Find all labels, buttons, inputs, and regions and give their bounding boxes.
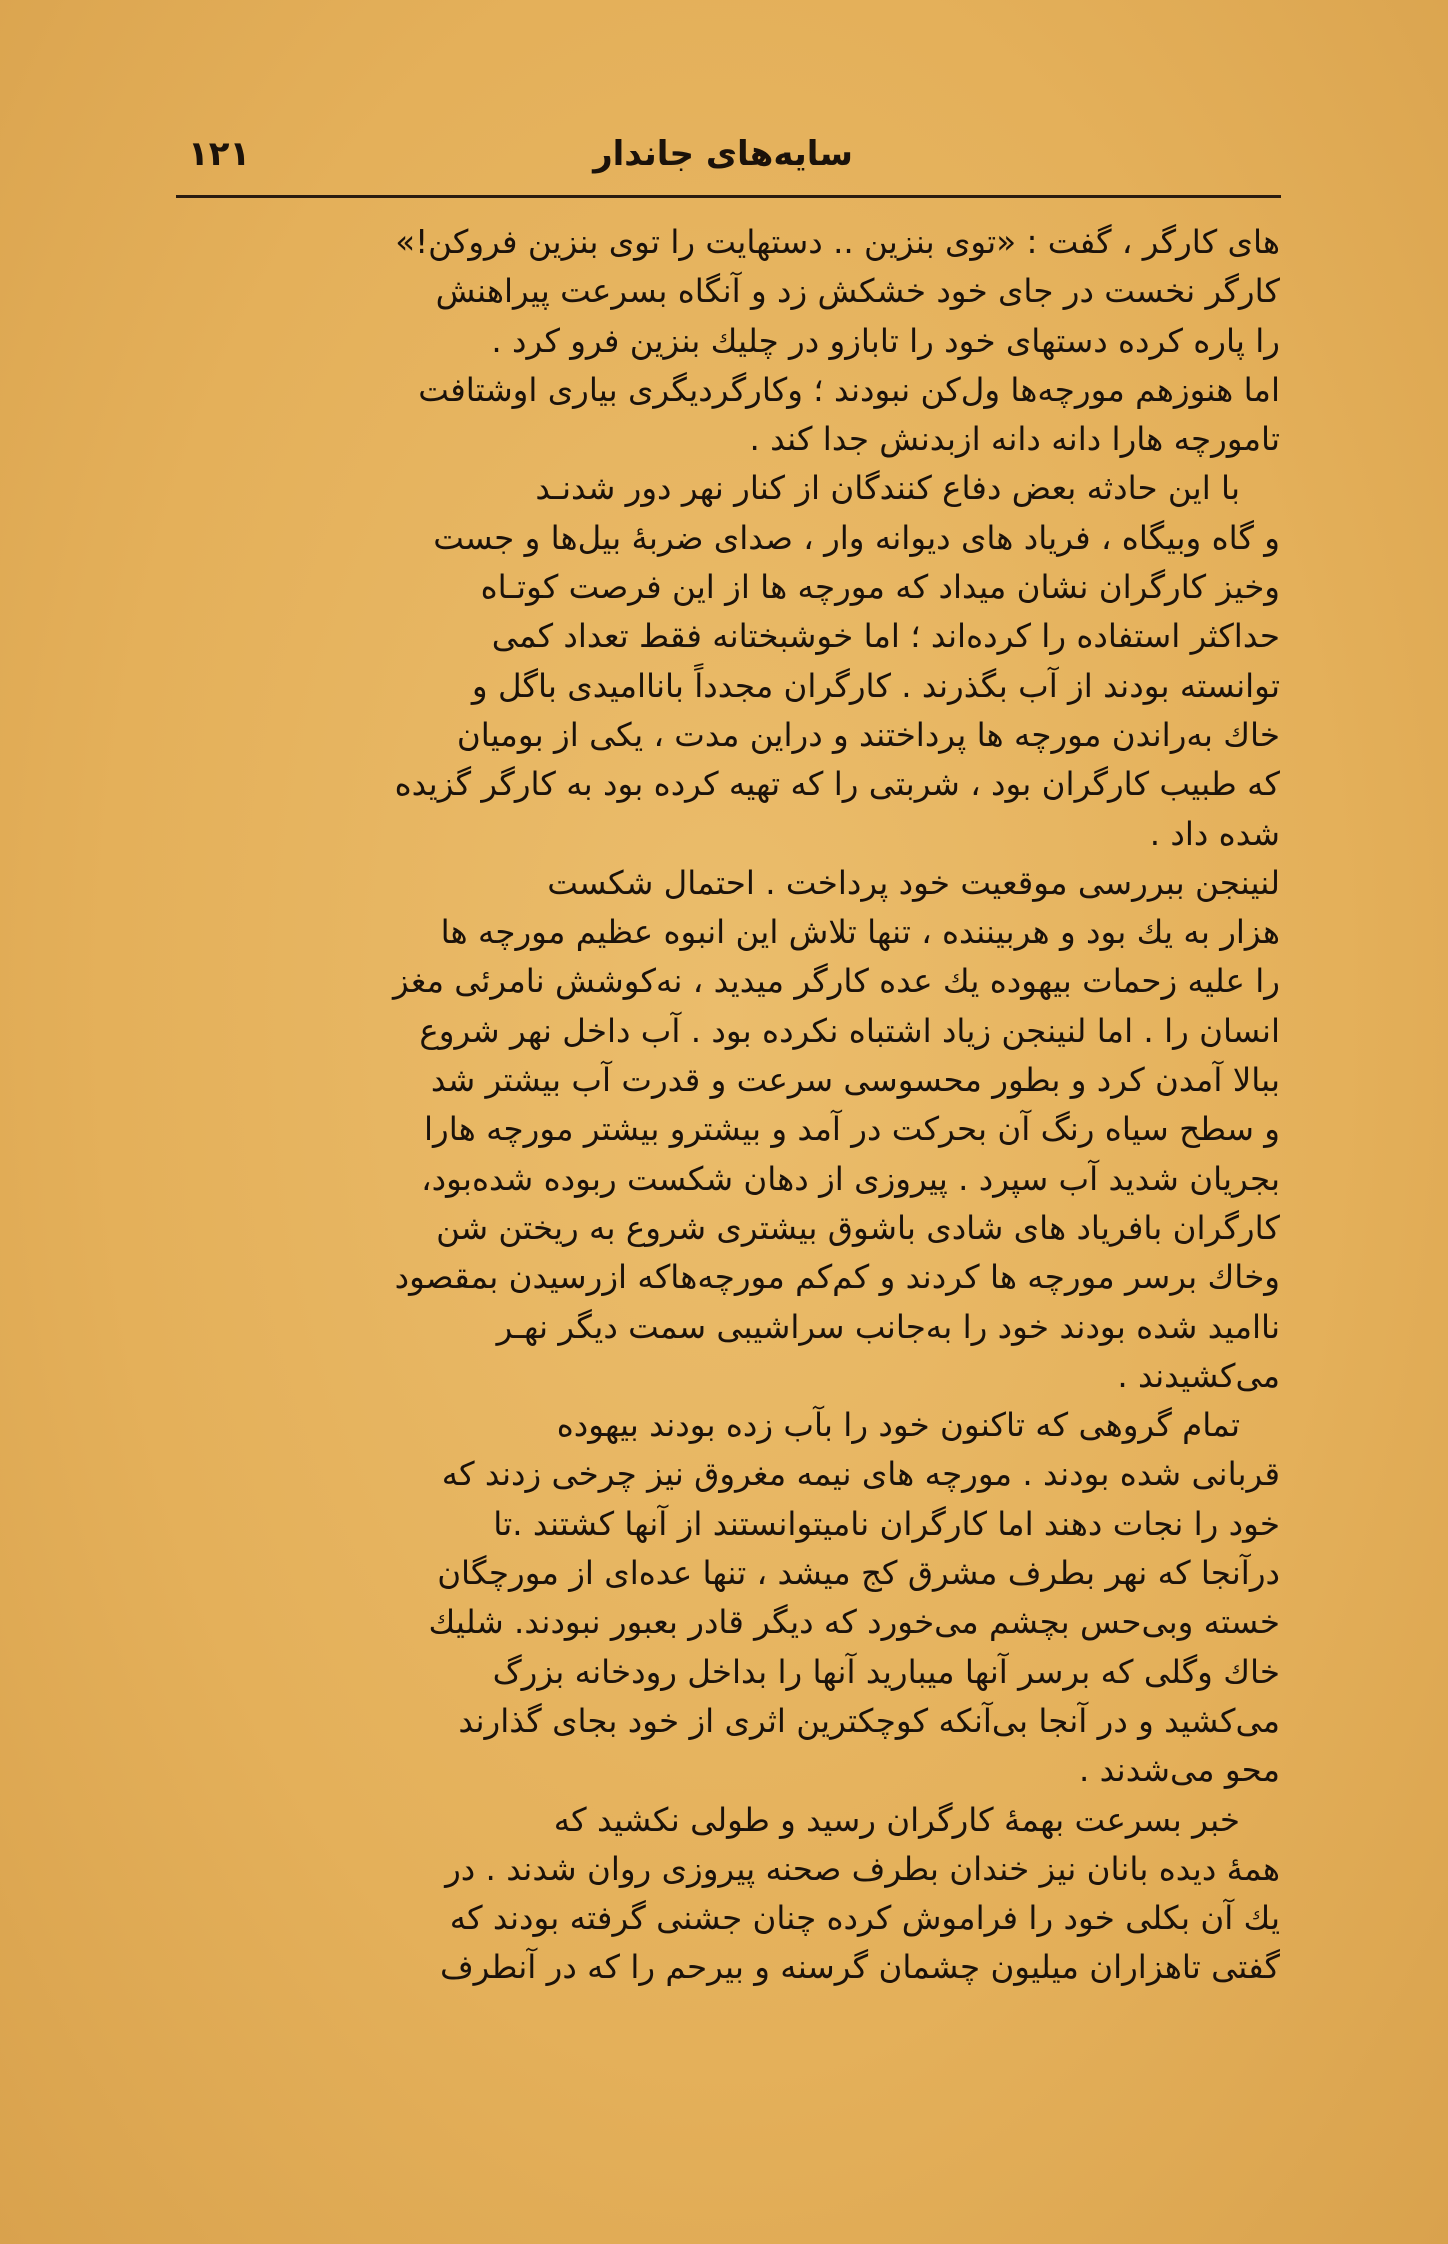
text-line: خبر بسرعت بهمهٔ کارگران رسید و طولی نکشید که [553, 1800, 1240, 1839]
text-line: لنینجن ببررسی موقعیت خود پرداخت . احتمال شکست [547, 863, 1280, 902]
paragraph [180, 218, 1280, 464]
page-header [168, 128, 1278, 188]
header-rule [176, 195, 1281, 198]
text-line: انسان را . اما لنینجن زیاد اشتباه نکرده بود . آب داخل نهر شروع [419, 1011, 1280, 1050]
text-line: که طبیب کارگران بود ، شربتی را که تهیه کرده بود به کارگر گزیده [394, 765, 1280, 804]
text-line: و گاه وبیگاه ، فریاد های دیوانه وار ، صدای ضربهٔ بیل‌ها و جست [433, 518, 1280, 557]
text-line: ناامید شده بودند خود را به‌جانب سراشیبی سمت دیگر نهـر [496, 1307, 1280, 1346]
text-line: همهٔ دیده بانان نیز خندان بطرف صحنه پیروزی روان شدند . در [445, 1849, 1280, 1888]
text-line: وخاك برسر مورچه ها کردند و کم‌کم مورچه‌هاکه ازرسیدن بمقصود [394, 1258, 1280, 1297]
text-line: درآنجا که نهر بطرف مشرق کج میشد ، تنها عده‌ای از مورچگان [437, 1554, 1280, 1593]
text-line: حداکثر استفاده را کرده‌اند ؛ اما خوشبختانه فقط تعداد کمی [491, 617, 1280, 656]
text-line: تمام گروهی که تاکنون خود را بآب زده بودند بیهوده [556, 1406, 1240, 1445]
body-text [180, 218, 1280, 1993]
text-line: تامورچه هارا دانه دانه ازبدنش جدا کند . [749, 420, 1280, 459]
text-line: خاك وگلی که برسر آنها میبارید آنها را بداخل رودخانه بزرگ [492, 1652, 1280, 1691]
text-line: کارگران بافریاد های شادی باشوق بیشتری شروع به ریختن شن [436, 1208, 1280, 1247]
text-line: را پاره کرده دستهای خود را تابازو در چلیك بنزین فرو کرد . [491, 321, 1280, 360]
text-line: قربانی شده بودند . مورچه های نیمه مغروق نیز چرخی زدند که [441, 1455, 1280, 1494]
paragraph [180, 859, 1280, 1401]
text-line: می‌کشیدند . [1117, 1356, 1280, 1395]
text-line: با این حادثه بعض دفاع کنندگان از کنار نهر دور شدنـد [535, 469, 1240, 508]
text-line: گفتی تاهزاران میلیون چشمان گرسنه و بیرحم را که در آنطرف [439, 1948, 1280, 1987]
text-line: خسته وبی‌حس بچشم می‌خورد که دیگر قادر بعبور نبودند. شلیك [428, 1603, 1280, 1642]
text-line: شده داد . [1149, 814, 1280, 853]
text-line: توانسته بودند از آب بگذرند . کارگران مجدداً باناامیدی باگل و [471, 666, 1280, 705]
paragraph [180, 464, 1280, 858]
text-line: یك آن بکلی خود را فراموش کرده چنان جشنی گرفته بودند که [449, 1899, 1280, 1938]
text-line: کارگر نخست در جای خود خشکش زد و آنگاه بسرعت پیراهنش [435, 272, 1280, 311]
text-line: های کارگر ، گفت : «توی بنزین .. دستهایت را توی بنزین فروکن!» [395, 223, 1280, 261]
running-title: سایه‌های جاندار [593, 134, 853, 174]
page-number: ۱۲۱ [188, 134, 251, 174]
text-line: بجریان شدید آب سپرد . پیروزی از دهان شکست ربوده شده‌بود، [421, 1159, 1280, 1198]
text-line: ببالا آمدن کرد و بطور محسوسی سرعت و قدرت آب بیشتر شد [430, 1061, 1280, 1100]
text-line: وخیز کارگران نشان میداد که مورچه ها از این فرصت کوتـاه [480, 568, 1280, 607]
text-line: می‌کشید و در آنجا بی‌آنکه کوچکترین اثری از خود بجای گذارند [458, 1701, 1280, 1740]
paragraph [180, 1796, 1280, 1993]
paragraph [180, 1401, 1280, 1795]
text-line: هزار به یك بود و هربیننده ، تنها تلاش این انبوه عظیم مورچه ها [440, 913, 1280, 952]
text-line: خود را نجات دهند اما کارگران نامیتوانستند از آنها کشتند .تا [493, 1504, 1280, 1543]
text-line: را علیه زحمات بیهوده یك عده کارگر میدید ، نه‌کوشش نامرئی مغز [392, 962, 1280, 1001]
text-line: محو می‌شدند . [1078, 1751, 1280, 1790]
text-line: خاك به‌راندن مورچه ها پرداختند و دراین مدت ، یکی از بومیان [456, 715, 1280, 754]
text-line: اما هنوزهم مورچه‌ها ول‌کن نبودند ؛ وکارگردیگری بیاری اوشتافت [418, 370, 1280, 409]
text-line: و سطح سیاه رنگ آن بحرکت در آمد و بیشترو بیشتر مورچه هارا [424, 1110, 1280, 1149]
